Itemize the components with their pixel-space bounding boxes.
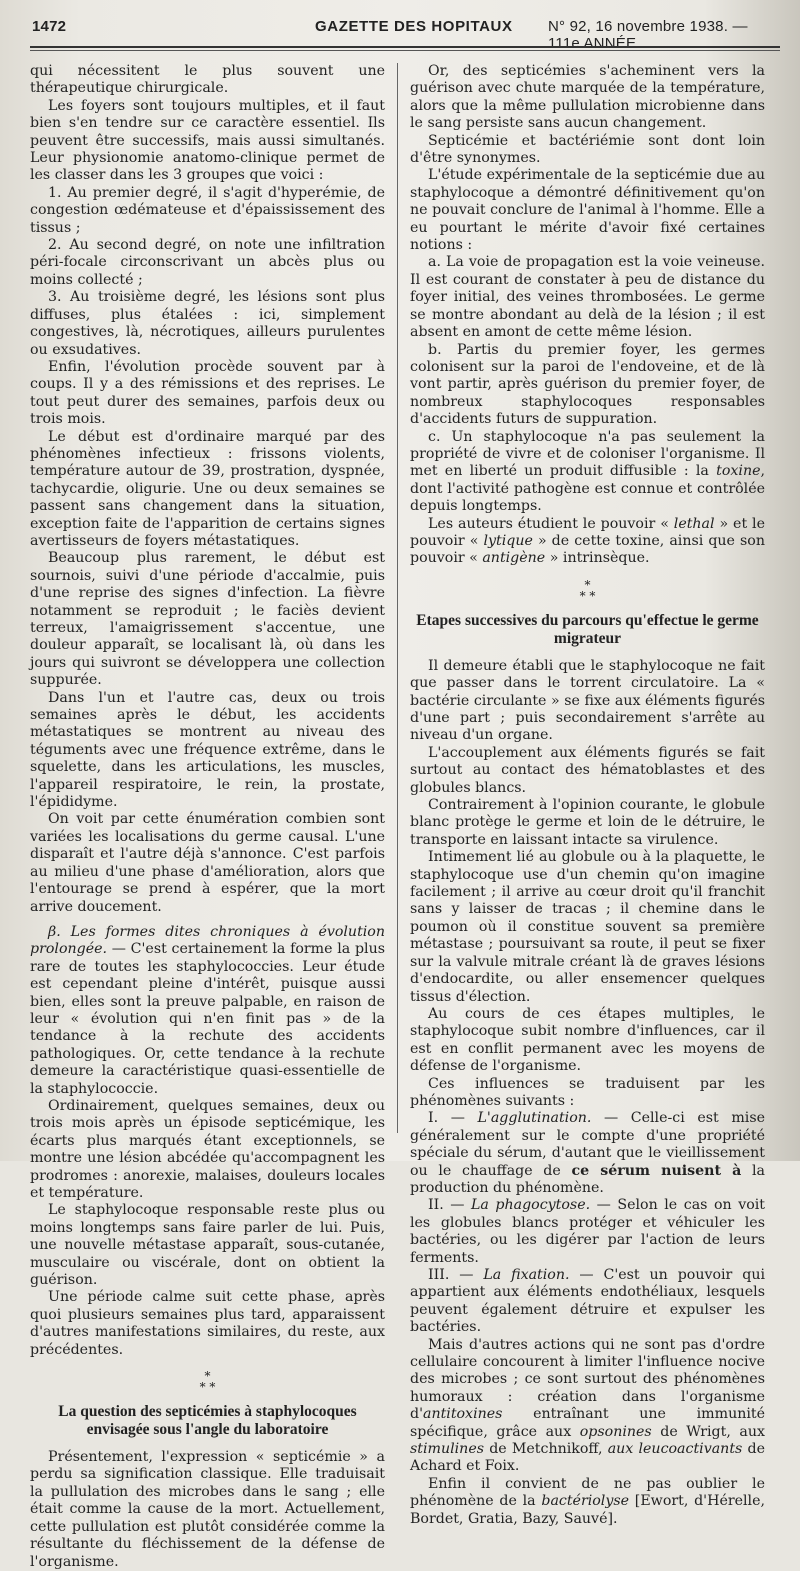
italic-term: bactériolyse bbox=[541, 1493, 630, 1510]
paragraph: Au cours de ces étapes multiples, le staphylocoque subit nombre d'influences, car il est en conflit permanent avec les moyens de défense de l'organisme. bbox=[410, 1005, 765, 1075]
paragraph: Enfin, l'évolution procède souvent par à coups. Il y a des rémissions et des reprises. Le tout peut durer des semaines, parfois deux ou trois mois. bbox=[30, 358, 385, 428]
paragraph-text: de Metchnikoff, bbox=[484, 1441, 608, 1458]
paragraph-text: Enfin il convient de ne pas oublier le phénomène de la bbox=[410, 1475, 765, 1510]
paragraph: On voit par cette énumération combien sont variées les localisations du germe causal. L'une disparaît et l'autre déjà s'annonce. C'est parfois au milieu d'une phase d'amélioration, alors que l'entourage se prend à espérer, que la mort arrive doucement. bbox=[30, 811, 385, 915]
paragraph: Présentement, l'expression « septicémie » a perdu sa signification classique. Elle traduisait la pullulation des microbes dans le sang ; elle était comme la cause de la mort. Actuellement, cette pullulation est plutôt considérée comme la résultante du fléchissement de la défense de l'organisme. bbox=[30, 1449, 385, 1570]
paragraph bbox=[410, 1337, 765, 1476]
paragraph-text: entraînant une immunité spécifique, grâce aux bbox=[410, 1406, 765, 1440]
italic-term: lethal bbox=[673, 515, 715, 532]
paragraph-text: Mais d'autres actions qui ne sont pas d'ordre cellulaire concourent à limiter l'influence nocive des microbes ; ce sont surtout des phénomènes humoraux : création dans l'organisme d' bbox=[410, 1336, 765, 1423]
italic-term: opsonines bbox=[579, 1423, 652, 1440]
paragraph: Dans l'un et l'autre cas, deux ou trois semaines après le début, les accidents métastatiques se montrent au niveau des téguments avec une fréquence extrême, dans le squelette, dans les articulations, les muscles, l'appareil respiratoire, le rein, la prostate, l'épididyme. bbox=[30, 689, 385, 811]
paragraph bbox=[410, 1267, 765, 1337]
italic-term: L'agglutination. bbox=[477, 1110, 592, 1127]
issue-info: N° 92, 16 novembre 1938. — 111e ANNÉE. bbox=[548, 18, 748, 52]
paragraph-text: de Wrigt, aux bbox=[651, 1423, 765, 1440]
paragraph-text: — C'est un pouvoir qui appartient aux éléments endothéliaux, lesquels peuvent également détruire et expulser les bactéries. bbox=[410, 1267, 765, 1336]
paragraph-text: » et le pouvoir « bbox=[410, 515, 765, 549]
paragraph-text: la production du phénomène. bbox=[410, 1162, 765, 1196]
paragraph-text: » de cette toxine, ainsi que son pouvoir « bbox=[410, 532, 765, 567]
paragraph-text: [Ewort, d'Hérelle, Bordet, Gratia, Bazy, Sauvé]. bbox=[410, 1493, 765, 1527]
italic-term: lytique bbox=[483, 532, 533, 549]
section-heading: Etapes successives du parcours qu'effectue le germe migrateur bbox=[416, 611, 759, 647]
paragraph: Contrairement à l'opinion courante, le globule blanc protège le germe et loin de le détruire, le transporte en laissant intacte sa virulence. bbox=[410, 797, 765, 848]
paragraph: Le staphylocoque responsable reste plus ou moins longtemps sans faire parler de lui. Puis, une nouvelle métastase apparaît, sous-cutanée, musculaire ou viscérale, dont on obtient la guérison. bbox=[30, 1202, 385, 1289]
journal-title: GAZETTE DES HOPITAUX bbox=[315, 18, 513, 35]
paragraph: qui nécessitent le plus souvent une thérapeutique chirurgicale. bbox=[30, 63, 385, 97]
page-header bbox=[30, 16, 780, 52]
italic-subheading: β. Les formes dites chroniques à évolution prolongée. bbox=[30, 923, 385, 958]
header-rule bbox=[30, 46, 780, 51]
paragraph: Il demeure établi que le staphylocoque ne fait que passer dans le torrent circulatoire. La « bactérie circulante » se fixe aux éléments figurés d'une part ; puis secondairement s'arrête au niveau d'un organe. bbox=[410, 657, 765, 744]
italic-term: aux leucoactivants bbox=[607, 1441, 743, 1458]
italic-term: toxine bbox=[716, 463, 761, 480]
paragraph-text: III. — bbox=[428, 1267, 484, 1283]
separator-stars: * * bbox=[199, 1380, 216, 1395]
paragraph-text: — Celle-ci est mise généralement sur le compte d'une propriété spéciale du sérum, d'autant que le vieillissement ou le chauffage de bbox=[410, 1110, 765, 1179]
paragraph: Septicémie et bactériémie sont dont loin d'être synonymes. bbox=[410, 132, 765, 167]
paragraph: 2. Au second degré, on note une infiltration péri-focale circonscrivant un abcès plus ou moins collecté ; bbox=[30, 237, 385, 288]
page-number: 1472 bbox=[32, 18, 67, 35]
italic-term: antigène bbox=[482, 550, 546, 567]
separator-stars: * * bbox=[579, 588, 596, 603]
paragraph bbox=[30, 924, 385, 1098]
paragraph: Une période calme suit cette phase, après quoi plusieurs semaines plus tard, apparaissent d'autres manifestations similaires, du reste, aux précédentes. bbox=[30, 1289, 385, 1358]
paragraph: Les foyers sont toujours multiples, et il faut bien s'en tendre sur ce caractère essentiel. Ils peuvent être successifs, mais aussi simultanés. Leur physionomie anatomo-clinique permet de les classer dans les 3 groupes que voici : bbox=[30, 97, 385, 184]
paragraph-text: c. Un staphylocoque n'a pas seulement la propriété de vivre et de coloniser l'organisme. Il met en liberté un produit diffusible : la bbox=[410, 428, 765, 480]
paragraph: 1. Au premier degré, il s'agit d'hyperémie, de congestion œdémateuse et d'épaississement des tissus ; bbox=[30, 184, 385, 236]
spacer bbox=[30, 916, 385, 924]
italic-term: antitoxines bbox=[422, 1406, 503, 1423]
column-divider bbox=[397, 63, 398, 1133]
section-separator bbox=[30, 1371, 385, 1393]
paragraph: Or, des septicémies s'acheminent vers la guérison avec chute marquée de la température, alors que la même pullulation microbienne dans le sang persiste sans aucun changement. bbox=[410, 63, 765, 132]
paragraph-text: , dont l'activité pathogène est connue et contrôlée depuis longtemps. bbox=[410, 463, 765, 515]
paragraph bbox=[410, 1197, 765, 1267]
paragraph-text: — Selon le cas on voit les globules blancs protéger et véhiculer les bactéries, ou les digérer par l'action de leurs ferments. bbox=[410, 1197, 765, 1266]
italic-term: La phagocytose. bbox=[471, 1197, 591, 1214]
paragraph bbox=[410, 1476, 765, 1528]
section-separator bbox=[410, 577, 765, 603]
paragraph bbox=[410, 429, 765, 516]
paragraph: Ces influences se traduisent par les phénomènes suivants : bbox=[410, 1075, 765, 1109]
paragraph bbox=[410, 1110, 765, 1197]
paragraph: Le début est d'ordinaire marqué par des phénomènes infectieux : frissons violents, température autour de 39, prostration, dyspnée, tachycardie, oligurie. Une ou deux semaines se passent sans changement dans la situation, exception faite de l'apparition de certains signes avertisseurs de foyers métastatiques. bbox=[30, 428, 385, 549]
paragraph-text: I. — bbox=[428, 1110, 478, 1127]
paragraph: Ordinairement, quelques semaines, deux ou trois mois après un épisode septicémique, les écarts plus marqués étant exceptionnels, se montre une lésion abcédée qu'accompagnent les prodromes : anorexie, malaises, douleurs locales et température. bbox=[30, 1097, 385, 1201]
separator-star: * bbox=[584, 577, 591, 592]
paragraph: a. La voie de propagation est la voie veineuse. Il est courant de constater à peu de distance du foyer initial, des veines thrombosées. Le germe se montre abondant au delà de la lésion ; il est absent en amont de cette même lésion. bbox=[410, 254, 765, 341]
paragraph: Beaucoup plus rarement, le début est sournois, suivi d'une période d'accalmie, puis d'une reprise des signes d'infection. La fièvre notamment se reproduit ; le faciès devient terreux, l'amaigrissement s'accentue, une douleur apparaît, se localisant là, où dans les jours qui suivront se développera une collection suppurée. bbox=[30, 550, 385, 689]
right-column bbox=[410, 63, 765, 1528]
paragraph-text: Les auteurs étudient le pouvoir « bbox=[428, 515, 674, 532]
paragraph: Intimement lié au globule ou à la plaquette, le staphylocoque use d'un chemin qu'on imagine facilement ; il arrive au cœur droit qu'il franchit sans y laisser de tracas ; il chemine dans le poumon où il constitue souvent sa première métastase ; poursuivant sa route, il peut se fixer sur la valvule mitrale créant là de graves lésions d'endocardite, ou aller ensemencer quelques tissus d'élection. bbox=[410, 849, 765, 1005]
section-heading: La question des septicémies à staphylocoques envisagée sous l'angle du laboratoire bbox=[58, 1403, 357, 1439]
bold-text: ce sérum nuisent à bbox=[571, 1162, 742, 1179]
paragraph: L'étude expérimentale de la septicémie due au staphylocoque a démontré définitivement qu'on ne pouvait conclure de l'animal à l'homme. Elle a eu pourtant le mérite d'avoir fixé certaines notions : bbox=[410, 167, 765, 254]
paragraph-text: II. — bbox=[428, 1197, 471, 1214]
separator-star: * bbox=[204, 1369, 211, 1384]
paragraph: 3. Au troisième degré, les lésions sont plus diffuses, plus étalées : ici, simplement congestives, là, nécrotiques, ailleurs purulentes ou exsudatives. bbox=[30, 289, 385, 358]
paragraph: b. Partis du premier foyer, les germes colonisent sur la paroi de l'endoveine, et de là vont partir, après guérison du premier foyer, de nombreux staphylocoques responsables d'accidents futurs de suppuration. bbox=[410, 341, 765, 428]
italic-term: stimulines bbox=[410, 1441, 484, 1458]
paragraph-text: — C'est certainement la forme la plus rare de toutes les staphylococcies. Leur étude est cependant pleine d'intérêt, puisque aussi bien, elles sont la preuve palpable, en raison de leur « évolution qui n'en finit pas » de la tendance à la rechute des accidents pathologiques. Or, cette tendance à la rechute demeure la caractéristique quasi-essentielle de la staphylococcie. bbox=[30, 941, 385, 1097]
paragraph: L'accouplement aux éléments figurés se fait surtout au contact des hématoblastes et des globules blancs. bbox=[410, 744, 765, 796]
italic-term: La fixation. bbox=[483, 1267, 570, 1283]
paragraph-text: » intrinsèque. bbox=[545, 550, 650, 567]
left-column bbox=[30, 63, 385, 1571]
paragraph bbox=[410, 516, 765, 568]
paragraph-text: de Achard et Foix. bbox=[410, 1441, 765, 1475]
